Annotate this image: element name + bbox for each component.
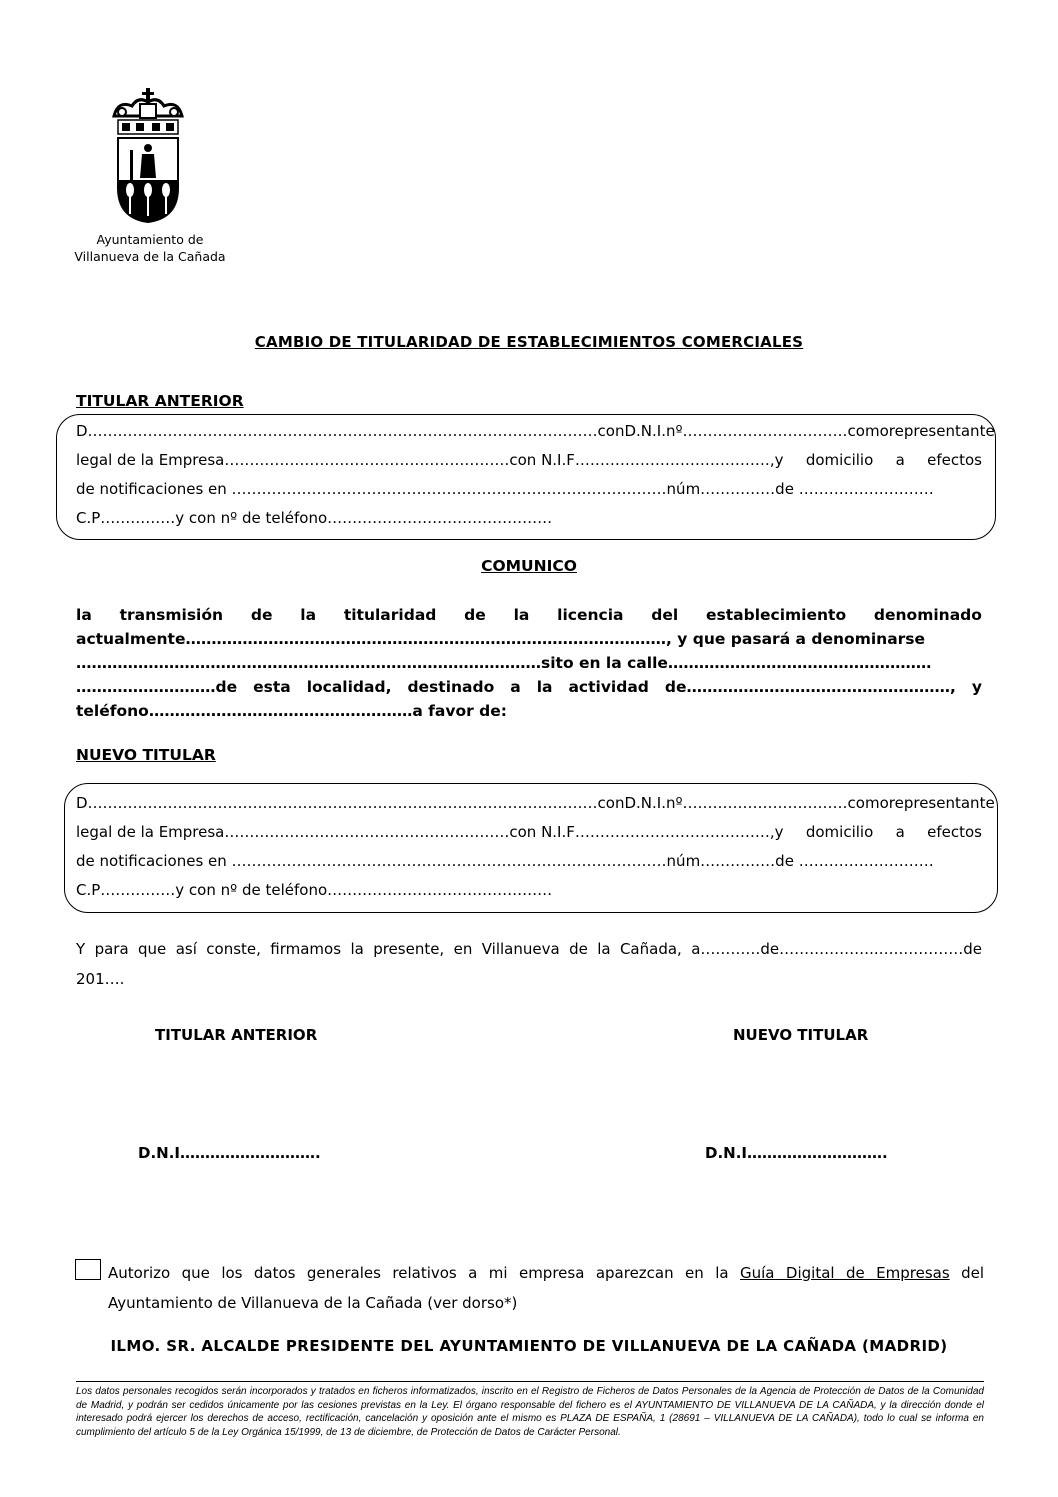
authorization-checkbox[interactable]	[75, 1259, 101, 1280]
new-holder-row2-part: domicilio	[805, 823, 874, 841]
previous-holder-row2-part: domicilio	[805, 451, 874, 469]
comunico-line1-word: licencia	[557, 606, 624, 624]
signature-label-previous: TITULAR ANTERIOR	[155, 1026, 318, 1044]
previous-holder-row1	[76, 422, 995, 440]
comunico-line2: actualmente…………………………………………………………………………………, y que pasará a denominarse	[76, 630, 926, 648]
signature-dni-new: D.N.I……………………….	[705, 1144, 888, 1162]
new-holder-row1	[76, 794, 995, 812]
comunico-line4-word: ………………………de	[76, 678, 238, 696]
comunico-line1-word: del	[651, 606, 679, 624]
legal-notice: Los datos personales recogidos serán incorporados y tratados en ficheros informatizados, inscrito en el Registro de Ficheros de Datos Personales de la Agencia de Protección de Datos de la Comunidad de Madrid, y podrán ser cedidos únicamente por las cesiones previstas en la Ley. El órgano responsable del fichero es el AYUNTAMIENTO DE VILLANUEVA DE LA CAÑADA, y la dirección donde el interesado podrá ejercer los derechos de acceso, rectificación, cancelación y oposición ante el mismo es PLAZA DE ESPAÑA, 1 (28691 – VILLANUEVA DE LA CAÑADA), todo lo cual se informa en cumplimiento del artículo 5 de la Ley Orgánica 15/1999, de 13 de diciembre, de Protección de Datos de Carácter Personal.	[76, 1386, 984, 1438]
previous-holder-row1-part: nº……………………………como	[665, 422, 889, 440]
addressee: ILMO. SR. ALCALDE PRESIDENTE DEL AYUNTAMIENTO DE VILLANUEVA DE LA CAÑADA (MADRID)	[110, 1337, 948, 1355]
comunico-line1	[76, 606, 982, 624]
previous-holder-heading: TITULAR ANTERIOR	[76, 392, 244, 410]
new-holder-row2-part: efectos	[927, 823, 982, 841]
closing-word: Villanueva	[481, 940, 560, 958]
comunico-line1-word: la	[513, 606, 530, 624]
comunico-line1-word: titularidad	[343, 606, 437, 624]
comunico-line4-word: de……………………………………………,	[664, 678, 956, 696]
comunico-line1-word: transmisión	[119, 606, 224, 624]
previous-holder-row2	[76, 451, 982, 469]
closing-word: que	[138, 940, 167, 958]
organization-name	[60, 231, 240, 265]
comunico-line1-word: la	[300, 606, 317, 624]
organization-name-line1: Ayuntamiento de	[96, 232, 204, 247]
comunico-line4-word: a	[510, 678, 521, 696]
previous-holder-row2-part: a	[895, 451, 905, 469]
new-holder-row1-part: D.N.I.	[624, 794, 666, 812]
authorization-text	[108, 1258, 984, 1318]
new-holder-row4: C.P……………y con nº de teléfono………………………………………	[76, 881, 553, 899]
new-holder-row2-part: a	[895, 823, 905, 841]
previous-holder-row3: de notificaciones en ……………………………………………………………………………núm……………de ………………………	[76, 480, 934, 498]
legal-divider	[76, 1381, 984, 1382]
comunico-line4-word: la	[536, 678, 553, 696]
closing-word: en	[453, 940, 473, 958]
new-holder-row1-part: representante	[888, 794, 995, 812]
closing-word: Cañada,	[619, 940, 682, 958]
comunico-line1-word: la	[76, 606, 92, 624]
comunico-line1-word: denominado	[873, 606, 982, 624]
closing-word: firmamos	[270, 940, 342, 958]
new-holder-row2-part: legal de la Empresa…………………………………………………con N.I.F…………………………………,y	[76, 823, 784, 841]
comunico-line4-word: actividad	[568, 678, 649, 696]
closing-word: para	[94, 940, 129, 958]
comunico-line4	[76, 678, 982, 696]
closing-word: así	[175, 940, 197, 958]
comunico-line1-word: establecimiento	[706, 606, 847, 624]
comunico-line4-word: esta	[253, 678, 291, 696]
comunico-line5: teléfono……………………………………………a favor de:	[76, 702, 507, 720]
municipal-coat-of-arms-icon	[108, 88, 188, 228]
comunico-line1-word: de	[464, 606, 486, 624]
authorization-text-before: Autorizo que los datos generales relativos a mi empresa aparezcan en la	[108, 1264, 740, 1282]
closing-word: la	[597, 940, 611, 958]
authorization-text-after: del Ayuntamiento de Villanueva de la Cañada (ver dorso*)	[108, 1264, 984, 1312]
new-holder-row3: de notificaciones en ……………………………………………………………………………núm……………de ………………………	[76, 852, 934, 870]
organization-name-line2: Villanueva de la Cañada	[74, 249, 226, 264]
closing-word: la	[350, 940, 364, 958]
guia-digital-link[interactable]: Guía Digital de Empresas	[740, 1264, 950, 1282]
previous-holder-row2-part: legal de la Empresa…………………………………………………con N.I.F…………………………………,y	[76, 451, 784, 469]
closing-line2: 201….	[76, 970, 125, 988]
comunico-line4-word: y	[971, 678, 982, 696]
signature-label-new: NUEVO TITULAR	[733, 1026, 869, 1044]
closing-word: Y	[76, 940, 86, 958]
comunico-line3: ………………………………………………………………………………sito en la calle……………………………………………	[76, 654, 932, 672]
closing-word: conste,	[206, 940, 261, 958]
comunico-line1-word: de	[250, 606, 273, 624]
closing-word: presente,	[373, 940, 445, 958]
comunico-line4-word: localidad,	[306, 678, 392, 696]
new-holder-row1-part: nº……………………………como	[665, 794, 889, 812]
previous-holder-row4: C.P……………y con nº de teléfono………………………………………	[76, 509, 553, 527]
previous-holder-row1-part: D…………………………………………………………………………………………con	[76, 422, 625, 440]
new-holder-row2	[76, 823, 982, 841]
closing-line1	[76, 940, 982, 958]
new-holder-row1-part: D…………………………………………………………………………………………con	[76, 794, 625, 812]
new-holder-heading: NUEVO TITULAR	[76, 746, 216, 764]
comunico-heading: COMUNICO	[481, 557, 577, 575]
closing-word: de	[569, 940, 588, 958]
previous-holder-row1-part: D.N.I.	[624, 422, 666, 440]
previous-holder-row2-part: efectos	[927, 451, 982, 469]
previous-holder-row1-part: representante	[888, 422, 995, 440]
comunico-line4-word: destinado	[407, 678, 495, 696]
signature-dni-previous: D.N.I……………………….	[138, 1144, 321, 1162]
document-title: CAMBIO DE TITULARIDAD DE ESTABLECIMIENTOS COMERCIALES	[254, 333, 804, 351]
closing-word: a…………de………………..…..…………de	[691, 940, 982, 958]
